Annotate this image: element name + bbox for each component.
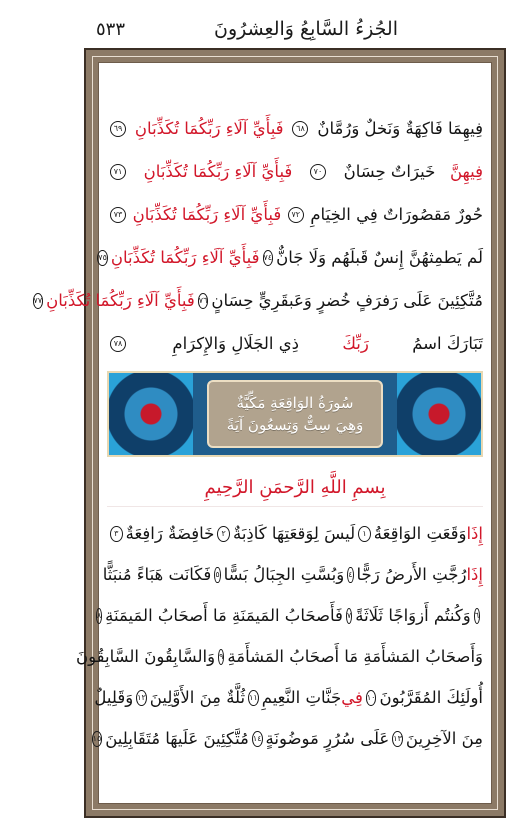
- verse-text: فَبِأَيِّ آلَاءِ رَبِّكُمَا تُكَذِّبَانِ: [110, 248, 260, 267]
- verse-text: وَأَصحَابُ المَشأَمَةِ مَا أَصحَابُ المَشأَمَةِ: [227, 647, 483, 666]
- ayah-number-marker: ٧١: [110, 164, 126, 180]
- verse-line: [107, 107, 483, 150]
- ayah-number-marker: ٦: [474, 608, 480, 624]
- verse-text: خَيرَاتٌ حِسَانٌ: [343, 162, 436, 181]
- verse-text: فِي: [341, 688, 363, 707]
- ayah-number-marker: ٦٩: [110, 121, 126, 137]
- ayah-number-marker: ٣: [110, 526, 123, 542]
- verse-text: فَبِأَيِّ آلَاءِ رَبِّكُمَا تُكَذِّبَانِ: [134, 119, 284, 138]
- ayah-number-marker: ٧٢: [288, 207, 304, 223]
- ayah-number-marker: ١١: [248, 690, 259, 706]
- verse-text: مِنَ الآخِرِينَ: [405, 729, 483, 748]
- verse-text: فِيهِنَّ: [449, 162, 483, 181]
- ayah-number-marker: ١٥: [92, 731, 103, 747]
- verse-line: [96, 595, 483, 636]
- verse-text: فَأَصحَابُ المَيمَنَةِ مَا أَصحَابُ المَيمَنَةِ: [105, 606, 343, 625]
- verse-text: ذِي الجَلَالِ وَالإِكرَامِ: [172, 334, 299, 353]
- verse-text: ثُلَّةٌ مِنَ الأَوَّلِينَ: [149, 688, 246, 707]
- ayah-number-marker: ٥: [214, 567, 220, 583]
- verse-line: [102, 554, 483, 595]
- verse-text: وَبُسَّتِ الجِبَالُ بَسًّا: [223, 565, 345, 584]
- basmala: بِسمِ اللَّهِ الرَّحمَنِ الرَّحِيمِ: [107, 469, 483, 507]
- verse-text: مُتَّكِئِينَ عَلَيهَا مُتَقَابِلِينَ: [105, 729, 249, 748]
- ayah-number-marker: ١٣: [392, 731, 403, 747]
- ayah-number-marker: ٢: [217, 526, 230, 542]
- verse-text: فَبِأَيِّ آلَاءِ رَبِّكُمَا تُكَذِّبَانِ: [143, 162, 293, 181]
- verse-line: [94, 677, 483, 718]
- verse-text: خَافِضَةٌ رَافِعَةٌ: [125, 524, 215, 543]
- verse-line: [92, 718, 483, 759]
- verse-text: فَبِأَيِّ آلَاءِ رَبِّكُمَا تُكَذِّبَانِ: [46, 291, 195, 310]
- verse-text: تَبَارَكَ اسمُ: [412, 334, 483, 353]
- verse-text: حُورٌ مَقصُورَاتٌ فِي الخِيَامِ: [310, 205, 483, 224]
- ayah-number-marker: ٧٥: [97, 250, 108, 266]
- ayah-number-marker: ١: [358, 526, 371, 542]
- verse-text: إِذَا: [466, 524, 483, 543]
- ayah-number-marker: ٧٦: [198, 293, 209, 309]
- verse-text: رَبِّكَ: [342, 334, 369, 353]
- verse-line: [107, 193, 483, 236]
- ayah-number-marker: ٧: [346, 608, 352, 624]
- text-panel: [33, 62, 492, 804]
- juz-title: الجُزءُ السَّابِعُ وَالعِشرُونَ: [213, 18, 398, 40]
- ayah-number-marker: ١٤: [252, 731, 263, 747]
- verse-text: فَبِأَيِّ آلَاءِ رَبِّكُمَا تُكَذِّبَانِ: [132, 205, 282, 224]
- verse-text: وَكُنتُم أَزوَاجًا ثَلَاثَةً: [355, 606, 471, 625]
- page-number: ٥٣٣: [96, 18, 126, 40]
- verse-line: [76, 636, 483, 677]
- verse-line: [33, 279, 483, 322]
- ornamental-frame: [33, 48, 506, 818]
- verse-text: جَنَّاتِ النَّعِيمِ: [261, 688, 342, 707]
- surah-title-cartouche: [207, 380, 383, 448]
- verse-line: [107, 322, 483, 365]
- page-header: [96, 12, 504, 46]
- verse-line: [98, 236, 483, 279]
- ayah-number-marker: ٤: [347, 567, 353, 583]
- verse-text: لَيسَ لِوَقعَتِهَا كَاذِبَةٌ: [232, 524, 356, 543]
- ayah-number-marker: ٧٣: [110, 207, 126, 223]
- verse-text: رُجَّتِ الأَرضُ رَجًّا: [356, 565, 467, 584]
- verse-text: فَكَانَت هَبَاءً مُنبَثًّا: [102, 565, 212, 584]
- ayah-number-marker: ٦٨: [292, 121, 308, 137]
- ayah-number-marker: ١٢: [136, 690, 147, 706]
- ayah-number-marker: ٧٠: [310, 164, 326, 180]
- ayah-number-marker: ٩: [218, 649, 224, 665]
- verse-text: وَالسَّابِقُونَ السَّابِقُونَ: [76, 647, 216, 666]
- verse-text: عَلَى سُرُرٍ مَوضُونَةٍ: [265, 729, 390, 748]
- verse-text: إِذَا: [466, 565, 483, 584]
- verse-text: فِيهِمَا فَاكِهَةٌ وَنَخلٌ وَرُمَّانٌ: [317, 119, 483, 138]
- arabesque-ornament-left-icon: [109, 373, 193, 455]
- surah-title: سُورَةُ الوَاقِعَةِ مَكِّيَّةٌ: [236, 394, 354, 412]
- ayah-number-marker: ٨: [96, 608, 102, 624]
- arabesque-ornament-right-icon: [397, 373, 481, 455]
- surah-verse-count: وَهِيَ سِتٌّ وَتِسعُونَ آيَةً: [226, 416, 364, 434]
- ayah-number-marker: ٧٨: [110, 336, 126, 352]
- ayah-number-marker: ٧٧: [33, 293, 44, 309]
- verse-line: [107, 513, 483, 554]
- verses-before-surah: [33, 107, 483, 365]
- verse-line: [107, 150, 483, 193]
- ayah-number-marker: ١٠: [366, 690, 377, 706]
- surah-banner: [107, 371, 483, 457]
- verse-text: وَقَلِيلٌ: [94, 688, 134, 707]
- verse-text: أُولَئِكَ المُقَرَّبُونَ: [379, 688, 483, 707]
- verse-text: وَقَعَتِ الوَاقِعَةُ: [373, 524, 467, 543]
- verses-after-surah: [76, 513, 483, 759]
- verse-text: مُتَّكِئِينَ عَلَى رَفرَفٍ خُضرٍ وَعَبقَرِيٍّ حِسَانٍ: [211, 291, 483, 310]
- verse-text: لَم يَطمِثهُنَّ إِنسٌ قَبلَهُم وَلَا جَانٌّ: [276, 248, 483, 267]
- ayah-number-marker: ٧٤: [263, 250, 274, 266]
